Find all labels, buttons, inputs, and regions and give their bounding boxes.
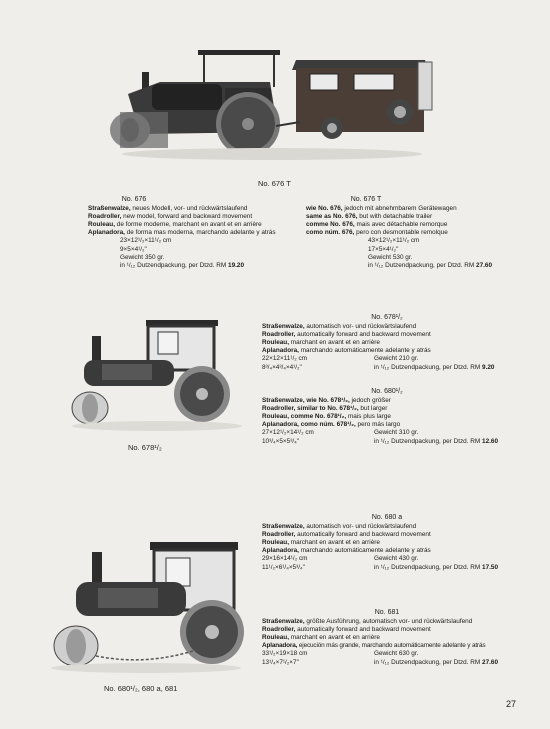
desc-label: Roadroller,	[88, 213, 122, 221]
roadroller-678-image	[62, 316, 252, 434]
desc-label: comme No. 676,	[306, 221, 355, 229]
desc-text: jedoch mit abnehmbarem Gerätewagen	[342, 205, 457, 213]
dimensions-inch: 11¹/₂×6¹/₄×5³/₄"	[262, 563, 305, 571]
product-676t-block	[306, 196, 516, 270]
desc-text: automatically forward and backward movement	[295, 626, 431, 634]
product-680-half-block	[262, 388, 532, 446]
packing-price	[88, 262, 298, 270]
price-value: 17.50	[482, 563, 499, 571]
figure-caption-middle: No. 678¹/₂	[128, 443, 162, 452]
product-number: No. 680 a	[371, 514, 403, 521]
desc-label: Rouleau,	[262, 634, 289, 642]
packing-price	[306, 262, 516, 270]
desc-text: pero más largo	[355, 421, 401, 429]
desc-text: marchando automáticamente adelante y atrás	[298, 347, 431, 355]
desc-label: Roadroller,	[262, 531, 296, 539]
packing-price	[374, 659, 498, 667]
packing-text: in ¹/₁₂ Dutzendpackung, per Dtzd. RM	[120, 261, 227, 269]
desc-text: automatically forward and backward movement	[295, 331, 431, 339]
dimensions-cm: 43×12¹/₂×11¹/₂ cm	[368, 237, 420, 245]
desc-text: neues Modell, vor- und rückwärtslaufend	[130, 205, 248, 213]
weight: Gewicht 630 gr.	[374, 650, 419, 658]
packing-text: in ¹/₁₂ Dutzendpackung, per Dtzd. RM	[374, 437, 481, 445]
desc-label: Aplanadora,	[262, 642, 298, 650]
desc-text: größte Ausführung, automatisch vor- und rückwärtslaufend	[304, 618, 473, 626]
desc-text: marchant en avant et en arrière	[289, 539, 380, 547]
packing-text: in ¹/₁₂ Dutzendpackung, per Dtzd. RM	[374, 563, 481, 571]
desc-text: automatically forward and backward movement	[295, 531, 431, 539]
packing-price	[374, 364, 494, 372]
desc-text: but with detachable trailer	[357, 213, 433, 221]
desc-label: Rouleau, comme No. 678¹/₂,	[262, 413, 347, 421]
dimensions-inch: 8³/₄×4³/₄×4¹/₂"	[262, 363, 302, 371]
desc-label: Roadroller,	[262, 626, 296, 634]
packing-text: in ¹/₁₂ Dutzendpackung, per Dtzd. RM	[374, 658, 481, 666]
desc-label: Aplanadora, como núm. 678¹/₂,	[262, 421, 356, 429]
packing-price	[374, 438, 498, 446]
desc-text: mais plus large	[346, 413, 391, 421]
product-number: No. 680¹/₂	[371, 388, 403, 395]
desc-label: same as No. 676,	[306, 213, 358, 221]
desc-text: automatisch vor- und rückwärtslaufend	[304, 323, 417, 331]
desc-text: ejecución más grande, marchando automáticamente adelante y atrás	[297, 642, 486, 650]
product-number: No. 676 T	[350, 196, 382, 203]
desc-text: marchant en avant et en arrière	[289, 634, 380, 642]
price-value: 27.60	[476, 261, 493, 269]
desc-label: Rouleau,	[262, 539, 289, 547]
desc-text: automatisch vor- und rückwärtslaufend	[304, 523, 417, 531]
weight: Gewicht 310 gr.	[374, 429, 419, 437]
desc-text: but larger	[358, 405, 388, 413]
desc-text: pero con desmontable remolque	[354, 229, 448, 237]
desc-text: jedoch größer	[349, 397, 391, 405]
desc-label: Straßenwalze,	[262, 618, 305, 626]
packing-text: in ¹/₁₂ Dutzendpackung, per Dtzd. RM	[368, 261, 475, 269]
weight: Gewicht 530 gr.	[368, 253, 413, 261]
figure-caption-bottom: No. 680¹/₂, 680 a, 681	[104, 684, 178, 693]
desc-label: como núm. 676,	[306, 229, 355, 237]
weight: Gewicht 430 gr.	[374, 555, 419, 563]
desc-label: Rouleau,	[262, 339, 289, 347]
desc-text: de forme moderne, marchant en avant et en arrière	[115, 221, 262, 229]
dimensions-inch: 10³/₄×5×5³/₄"	[262, 437, 299, 445]
desc-text: de forma mas moderna, marchando adelante y atrás	[124, 229, 276, 237]
dimensions-cm: 27×12¹/₂×14¹/₂ cm	[262, 429, 314, 437]
desc-label: wie No. 676,	[306, 205, 343, 213]
price-value: 12.60	[482, 437, 499, 445]
desc-label: Straßenwalze,	[262, 523, 305, 531]
product-676-block	[88, 196, 298, 270]
packing-price	[374, 564, 498, 572]
desc-text: marchant en avant et en arrière	[289, 339, 380, 347]
desc-text: marchando automáticamente adelante y atrás	[298, 547, 431, 555]
desc-label: Straßenwalze,	[88, 205, 131, 213]
weight: Gewicht 350 gr.	[120, 253, 165, 261]
desc-label: Roadroller,	[262, 331, 296, 339]
desc-label: Straßenwalze, wie No. 678¹/₂,	[262, 397, 350, 405]
product-680a-block	[262, 514, 532, 572]
desc-label: Rouleau,	[88, 221, 115, 229]
desc-text: new model, forward and backward movement	[121, 213, 253, 221]
dimensions-cm: 22×12×11¹/₂ cm	[262, 355, 307, 363]
dimensions-cm: 33¹/₂×19×18 cm	[262, 650, 308, 658]
page-number: 27	[505, 699, 516, 709]
desc-label: Aplanadora,	[262, 347, 299, 355]
dimensions-cm: 29×16×14¹/₂ cm	[262, 555, 308, 563]
desc-label: Straßenwalze,	[262, 323, 305, 331]
product-681-block	[262, 609, 534, 667]
desc-label: Aplanadora,	[88, 229, 125, 237]
dimensions-inch: 17×5×4¹/₂"	[368, 245, 399, 253]
price-value: 27.60	[482, 658, 499, 666]
desc-label: Roadroller, similar to No. 678¹/₂,	[262, 405, 359, 413]
dimensions-inch: 9×5×4¹/₂"	[120, 245, 147, 253]
dimensions-inch: 13¹/₄×7¹/₂×7"	[262, 658, 299, 666]
packing-text: in ¹/₁₂ Dutzendpackung, per Dtzd. RM	[374, 363, 481, 371]
product-number: No. 676	[121, 196, 147, 203]
product-number: No. 678¹/₂	[371, 314, 403, 321]
desc-label: Aplanadora,	[262, 547, 299, 555]
product-number: No. 681	[374, 609, 400, 616]
desc-text: mais avec détachable remorque	[354, 221, 448, 229]
roadroller-680-681-image	[46, 538, 250, 676]
roadroller-with-trailer-image	[100, 42, 450, 172]
product-678-block	[262, 314, 532, 372]
weight: Gewicht 210 gr.	[374, 355, 419, 363]
price-value: 9.20	[482, 363, 495, 371]
figure-caption-top: No. 676 T	[258, 179, 291, 188]
price-value: 19.20	[228, 261, 245, 269]
dimensions-cm: 23×12¹/₂×11¹/₂ cm	[120, 237, 172, 245]
